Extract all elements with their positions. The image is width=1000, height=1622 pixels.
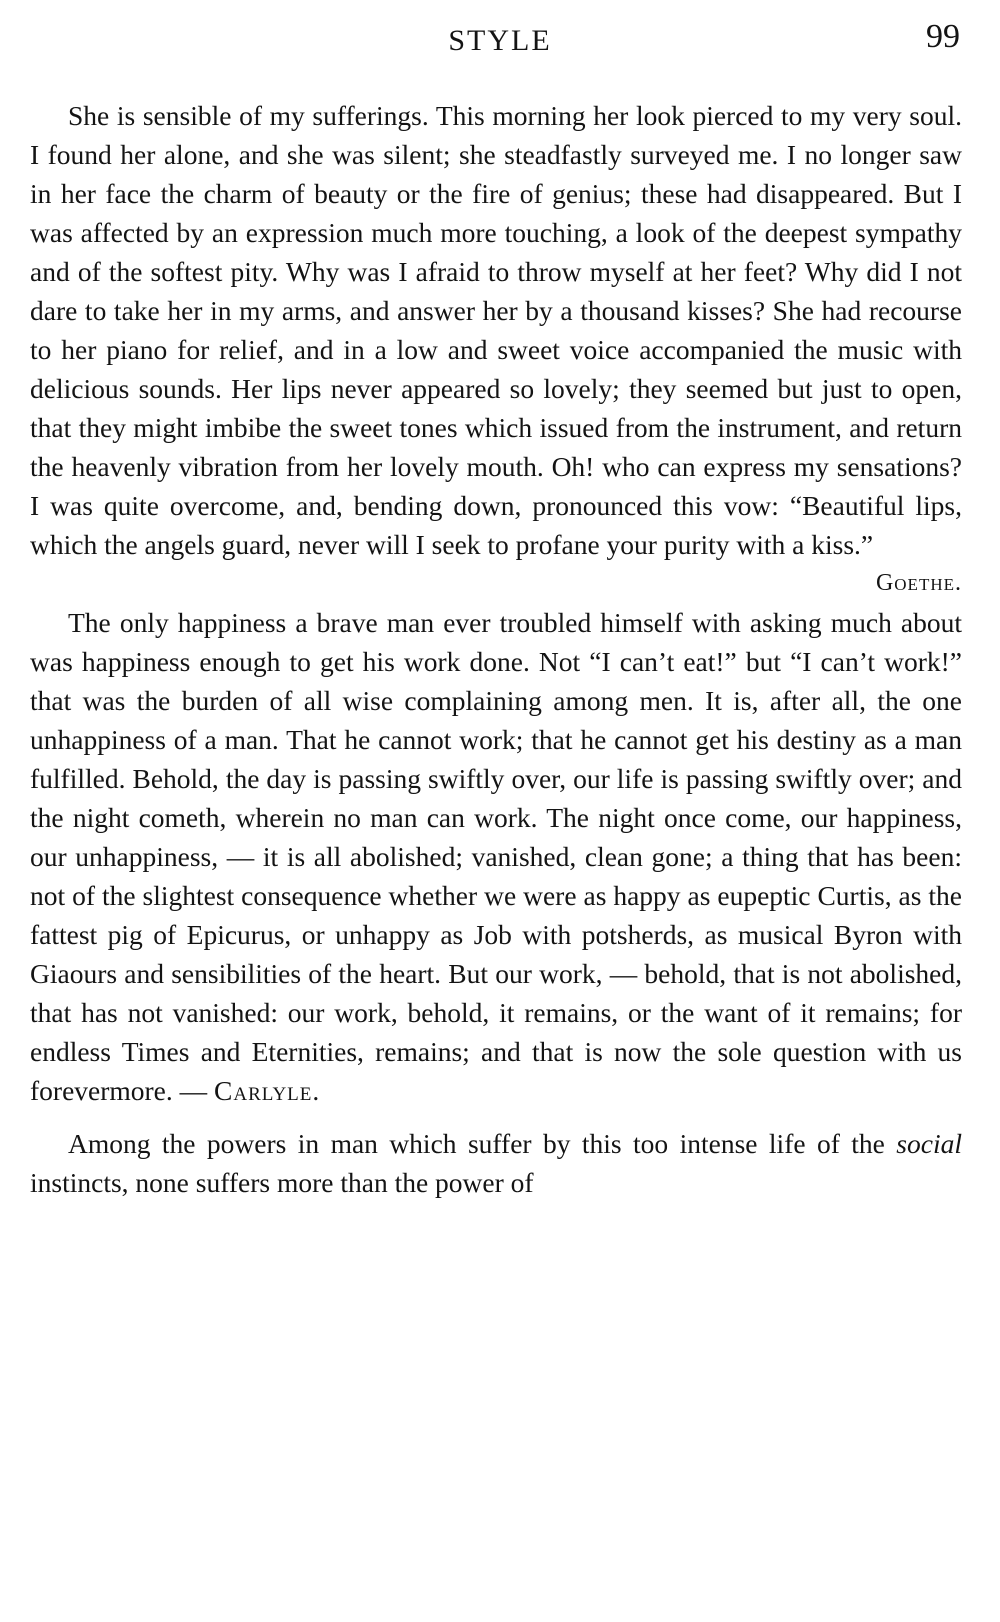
page-number: 99 bbox=[926, 18, 960, 55]
closing-text-after: instincts, none suffers more than the power of bbox=[30, 1167, 534, 1198]
running-head: STYLE bbox=[448, 24, 552, 57]
goethe-attribution: Goethe. bbox=[875, 570, 962, 596]
carlyle-attribution: Carlyle. bbox=[214, 1075, 321, 1106]
emphasized-word: social bbox=[896, 1128, 962, 1159]
body-text bbox=[30, 96, 962, 1202]
carlyle-passage-text: The only happiness a brave man ever troubled himself with asking much about was happiness enough to get his work done. Not “I can’t eat!” but “I can’t work!” that was the burden of all wise complaining among men. It is, after all, the one unhappiness of a man. That he cannot work; that he cannot get his destiny as a man fulfilled. Behold, the day is passing swiftly over, our life is passing swiftly over; and the night cometh, wherein no man can work. The night once come, our happiness, our unhappiness, — it is all abolished; vanished, clean gone; a thing that has been: not of the slightest consequence whether we were as happy as eupeptic Curtis, as the fattest pig of Epicurus, or unhappy as Job with potsherds, as musical Byron with Giaours and sensibilities of the heart. But our work, — behold, that is not abolished, that has not vanished: our work, behold, it remains, or the want of it remains; for endless Times and Eternities, remains; and that is now the sole question with us forevermore. — bbox=[30, 607, 962, 1106]
carlyle-passage bbox=[30, 603, 962, 1110]
closing-passage bbox=[30, 1124, 962, 1202]
closing-text-before: Among the powers in man which suffer by this too intense life of the bbox=[68, 1128, 897, 1159]
page-header bbox=[0, 18, 1000, 68]
goethe-passage: She is sensible of my sufferings. This morning her look pierced to my very soul. I found her alone, and she was silent; she steadfastly surveyed me. I no longer saw in her face the charm of beauty or the fire of genius; these had disappeared. But I was affected by an expression much more touching, a look of the deepest sympathy and of the softest pity. Why was I afraid to throw myself at her feet? Why did I not dare to take her in my arms, and answer her by a thousand kisses? She had recourse to her piano for relief, and in a low and sweet voice accompanied the music with delicious sounds. Her lips never appeared so lovely; they seemed but just to open, that they might imbibe the sweet tones which issued from the instrument, and return the heavenly vibration from her lovely mouth. Oh! who can express my sensations? I was quite overcome, and, bending down, pronounced this vow: “Beautiful lips, which the angels guard, never will I seek to profane your purity with a kiss.” bbox=[30, 100, 962, 560]
